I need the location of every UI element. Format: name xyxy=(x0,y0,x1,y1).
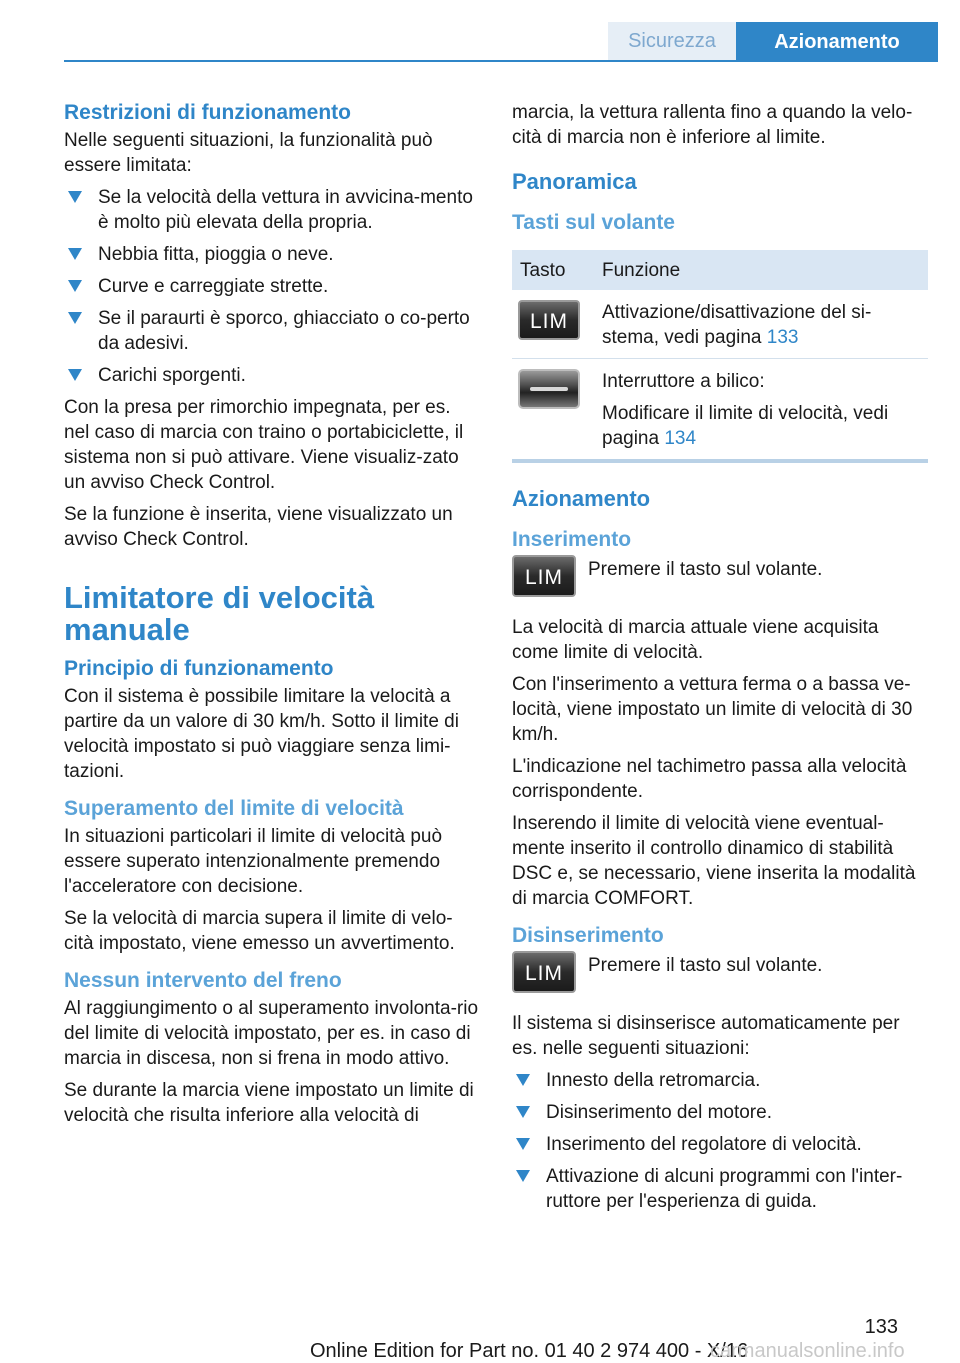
table-cell-function xyxy=(594,359,928,462)
instruction-text: Premere il tasto sul volante. xyxy=(588,955,823,976)
lim-button-icon: LIM xyxy=(512,555,576,597)
column-header-funzione: Funzione xyxy=(594,250,928,290)
paragraph: L'indicazione nel tachimetro passa alla velocità corrispondente. xyxy=(512,756,907,802)
table-header-row xyxy=(512,250,928,290)
list-item: Curve e carreggiate strette. xyxy=(64,274,480,299)
rocker-switch-icon xyxy=(518,369,580,409)
column-header-tasto: Tasto xyxy=(512,250,594,290)
instruction-text: Premere il tasto sul volante. xyxy=(588,559,823,580)
heading-freno: Nessun intervento del freno xyxy=(64,969,342,992)
paragraph: Se la funzione è inserita, viene visualizzato un avviso Check Control. xyxy=(64,504,453,550)
page-link[interactable]: 134 xyxy=(664,428,697,449)
lim-button-icon: LIM xyxy=(512,951,576,993)
instruction-row xyxy=(512,951,930,993)
disengage-list xyxy=(512,1068,930,1214)
heading-azionamento: Azionamento xyxy=(512,486,651,511)
paragraph: La velocità di marcia attuale viene acquisita come limite di velocità. xyxy=(512,617,879,663)
page-header xyxy=(0,0,960,62)
section-tab-azionamento[interactable]: Azionamento xyxy=(736,22,938,62)
keys-table xyxy=(512,250,928,463)
list-item: Attivazione di alcuni programmi con l'inter-ruttore per l'esperienza di guida. xyxy=(512,1164,930,1214)
row-text: Modificare il limite di velocità, vedi pagina xyxy=(602,403,889,449)
paragraph: Il sistema si disinserisce automaticamente per es. nelle seguenti situazioni: xyxy=(512,1013,900,1059)
chapter-title: Limitatore di velocità manuale xyxy=(64,580,375,647)
paragraph: Con la presa per rimorchio impegnata, per es. nel caso di marcia con traino o portabiciclette, il sistema non si può attivare. Viene visualiz-zato un avviso Check Control. xyxy=(64,397,464,493)
list-item: Inserimento del regolatore di velocità. xyxy=(512,1132,930,1157)
paragraph: Se la velocità di marcia supera il limite di velo-cità impostato, viene emesso un avvertimento. xyxy=(64,908,455,954)
paragraph: Con il sistema è possibile limitare la velocità a partire da un valore di 30 km/h. Sotto il limite di velocità impostato si può viaggiare senza limi-tazioni. xyxy=(64,686,459,782)
paragraph: Nelle seguenti situazioni, la funzionalità può essere limitata: xyxy=(64,130,433,176)
watermark: carmanualsonline.info xyxy=(710,1340,905,1362)
table-cell-key xyxy=(512,290,594,359)
paragraph: Con l'inserimento a vettura ferma o a bassa ve-locità, viene impostato un limite di velocità di 30 km/h. xyxy=(512,674,913,745)
heading-panoramica: Panoramica xyxy=(512,169,637,194)
heading-restrizioni: Restrizioni di funzionamento xyxy=(64,101,351,124)
list-item: Innesto della retromarcia. xyxy=(512,1068,930,1093)
paragraph: Se durante la marcia viene impostato un limite di velocità che risulta inferiore alla velocità di xyxy=(64,1080,474,1126)
row-text: Attivazione/disattivazione del si-stema, vedi pagina xyxy=(602,302,872,348)
row-text: Interruttore a bilico: xyxy=(602,371,765,392)
table-cell-key xyxy=(512,359,594,462)
list-item: Se il paraurti è sporco, ghiacciato o co-perto da adesivi. xyxy=(64,306,480,356)
heading-disinserimento: Disinserimento xyxy=(512,924,664,947)
list-item: Carichi sporgenti. xyxy=(64,363,480,388)
page-link[interactable]: 133 xyxy=(766,327,799,348)
section-tab-sicurezza[interactable]: Sicurezza xyxy=(608,22,736,60)
instruction-row xyxy=(512,555,930,597)
heading-tasti: Tasti sul volante xyxy=(512,211,675,234)
list-item: Nebbia fitta, pioggia o neve. xyxy=(64,242,480,267)
table-row xyxy=(512,359,928,462)
restrictions-list xyxy=(64,185,480,388)
header-rule xyxy=(64,60,938,62)
list-item: Disinserimento del motore. xyxy=(512,1100,930,1125)
paragraph: marcia, la vettura rallenta fino a quando la velo-cità di marcia non è inferiore al limite. xyxy=(512,102,913,148)
heading-principio: Principio di funzionamento xyxy=(64,657,334,680)
right-column xyxy=(512,100,930,1221)
page-footer xyxy=(0,1316,960,1362)
lim-button-icon: LIM xyxy=(518,300,580,340)
paragraph: Inserendo il limite di velocità viene eventual-mente inserito il controllo dinamico di stabilità DSC e, se necessario, viene inserita la modalità di marcia COMFORT. xyxy=(512,813,916,909)
list-item: Se la velocità della vettura in avvicina-mento è molto più elevata della propria. xyxy=(64,185,480,235)
heading-superamento: Superamento del limite di velocità xyxy=(64,797,404,820)
table-cell-function xyxy=(594,290,928,359)
paragraph: Al raggiungimento o al superamento involonta-rio del limite di velocità impostato, per es. in caso di marcia in discesa, non si frena in modo attivo. xyxy=(64,998,479,1069)
paragraph: In situazioni particolari il limite di velocità può essere superato intenzionalmente premendo l'acceleratore con decisione. xyxy=(64,826,443,897)
page-number: 133 xyxy=(864,1316,898,1338)
table-row xyxy=(512,290,928,359)
left-column xyxy=(64,100,480,1135)
edition-note: Online Edition for Part no. 01 40 2 974 400 - X/16 xyxy=(310,1340,749,1362)
heading-inserimento: Inserimento xyxy=(512,528,632,551)
